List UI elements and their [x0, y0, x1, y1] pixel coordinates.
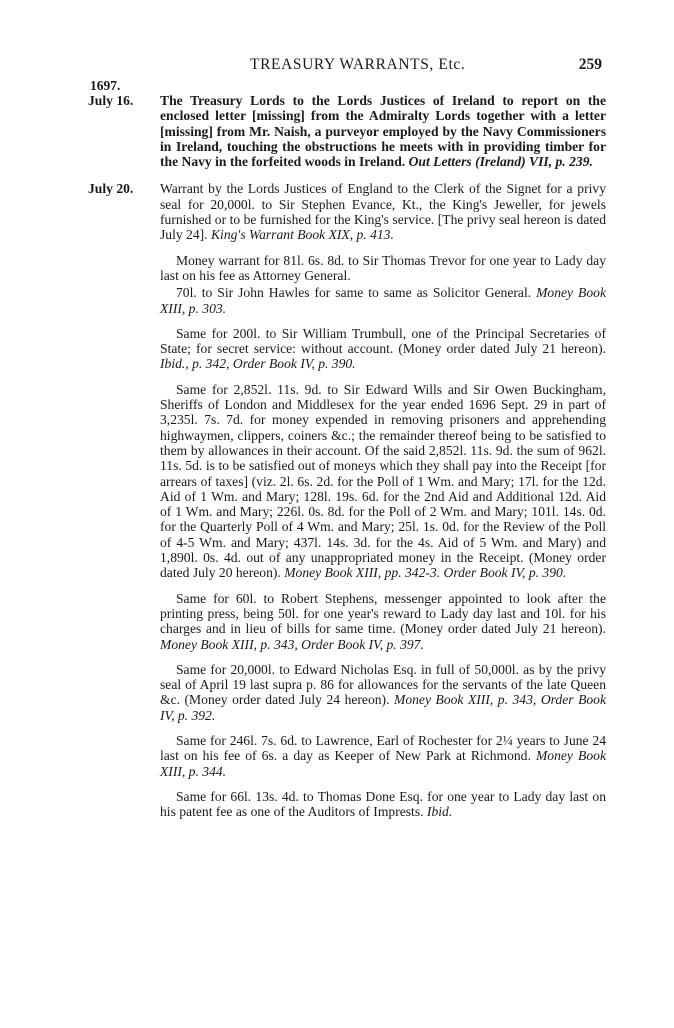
- paragraph-citation: Ibid.: [426, 804, 453, 820]
- paragraph-text: Same for 60l. to Robert Stephens, messenger appointed to look after the printing press, being 50l. for one year's reward to Lady day last and 10l. for his charges and in lieu of bills for same time. (Money order dated July 21 hereon).: [160, 590, 606, 637]
- paragraph-citation: Money Book XIII, p. 344.: [160, 748, 606, 779]
- paragraph-text: The Treasury Lords to the Lords Justices of Ireland to report on the enclosed letter [missing] from the Admiralty Lords together with a letter [missing] from Mr. Naish, a purveyor employed by the Navy Commissioners in Ireland, touching the obstructions he meets with in providing timber for the Navy in the forfeited woods in Ireland.: [160, 93, 606, 170]
- paragraph-citation: Out Letters (Ireland) VII, p. 239.: [408, 154, 593, 170]
- entry-paragraph: [160, 733, 606, 779]
- entry-july-20: [88, 181, 606, 819]
- entry-paragraph: [160, 789, 606, 820]
- paragraph-text: Same for 200l. to Sir William Trumbull, one of the Principal Secretaries of State; for secret service: without account. (Money order dated July 21 hereon).: [160, 325, 606, 357]
- paragraph-citation: Ibid., p. 342, Order Book IV, p. 390.: [160, 356, 356, 372]
- paragraph-text: 70l. to Sir John Hawles for same to same as Solicitor General.: [176, 285, 532, 301]
- entry-paragraph: [160, 253, 606, 284]
- paragraph-text: Same for 246l. 7s. 6d. to Lawrence, Earl of Rochester for 2¼ years to June 24 last on his fee of 6s. a day as Keeper of New Park at Richmond.: [160, 732, 606, 764]
- paragraph-citation: Money Book XIII, p. 303.: [160, 285, 606, 316]
- running-header: [250, 56, 602, 76]
- paragraph-citation: Money Book XIII, p. 343, Order Book IV, p. 392.: [160, 692, 606, 723]
- entry-paragraph: [160, 662, 606, 723]
- paragraph-citation: Money Book XIII, pp. 342-3. Order Book IV, p. 390.: [284, 565, 567, 581]
- document-body: [88, 93, 606, 831]
- paragraph-citation: Money Book XIII, p. 343, Order Book IV, p. 397.: [160, 636, 424, 652]
- entry-date: July 20.: [88, 181, 134, 197]
- entry-july-16: [88, 93, 606, 169]
- paragraph-text: Same for 20,000l. to Edward Nicholas Esq. in full of 50,000l. as by the privy seal of April 19 last supra p. 86 for allowances for the servants of the late Queen &c. (Money order dated July 24 hereon).: [160, 661, 606, 708]
- entry-paragraph: [160, 326, 606, 372]
- running-title: TREASURY WARRANTS, Etc.: [250, 56, 466, 73]
- paragraph-text: Money warrant for 81l. 6s. 8d. to Sir Thomas Trevor for one year to Lady day last on his fee as Attorney General.: [160, 252, 606, 283]
- entry-paragraph: [160, 93, 606, 169]
- entry-paragraph: [160, 382, 606, 581]
- paragraph-text: Same for 66l. 13s. 4d. to Thomas Done Esq. for one year to Lady day last on his patent fee as one of the Auditors of Imprests.: [160, 788, 606, 820]
- entry-date: July 16.: [88, 93, 134, 108]
- page-number: 259: [578, 56, 602, 73]
- year-marginal-note: 1697.: [90, 78, 121, 93]
- paragraph-text: Same for 2,852l. 11s. 9d. to Sir Edward Wills and Sir Owen Buckingham, Sheriffs of London and Middlesex for the year ended 1696 Sept. 29 in part of 3,235l. 7s. 7d. for money expended in removing prisoners and apprehending highwaymen, clippers, coiners &c.; the remainder thereof being to be satisfied to them by allowances in their account. Of the said 2,852l. 11s. 9d. the sum of 962l. 11s. 5d. is to be satisfied out of moneys which they shall pay into the Receipt [for arrears of taxes] (viz. 2l. 6s. 2d. for the Poll of 1 Wm. and Mary; 17l. for the 12d. Aid of 1 Wm. and Mary; 128l. 19s. 6d. for the 2nd Aid and Additional 12d. Aid of 1 Wm. and Mary; 226l. 0s. 8d. for the Poll of 2 Wm. and Mary; 101l. 14s. 0d. for the Quarterly Poll of 4 Wm. and Mary; 25l. 1s. 0d. for the Review of the Poll of 4-5 Wm. and Mary; 437l. 14s. 3d. for the 4s. Aid of 5 Wm. and Mary) and 1,890l. 0s. 4d. out of any unappropriated money in the Receipt. (Money order dated July 20 hereon).: [160, 381, 606, 581]
- entry-paragraph: [160, 285, 606, 316]
- entry-paragraph: [160, 181, 606, 242]
- entry-paragraph: [160, 591, 606, 652]
- paragraph-text: Warrant by the Lords Justices of England to the Clerk of the Signet for a privy seal for 20,000l. to Sir Stephen Evance, Kt., the King's Jeweller, for jewels furnished or to be furnished for the King's service. [The privy seal hereon is dated July 24].: [160, 181, 606, 243]
- paragraph-citation: King's Warrant Book XIX, p. 413.: [210, 227, 394, 243]
